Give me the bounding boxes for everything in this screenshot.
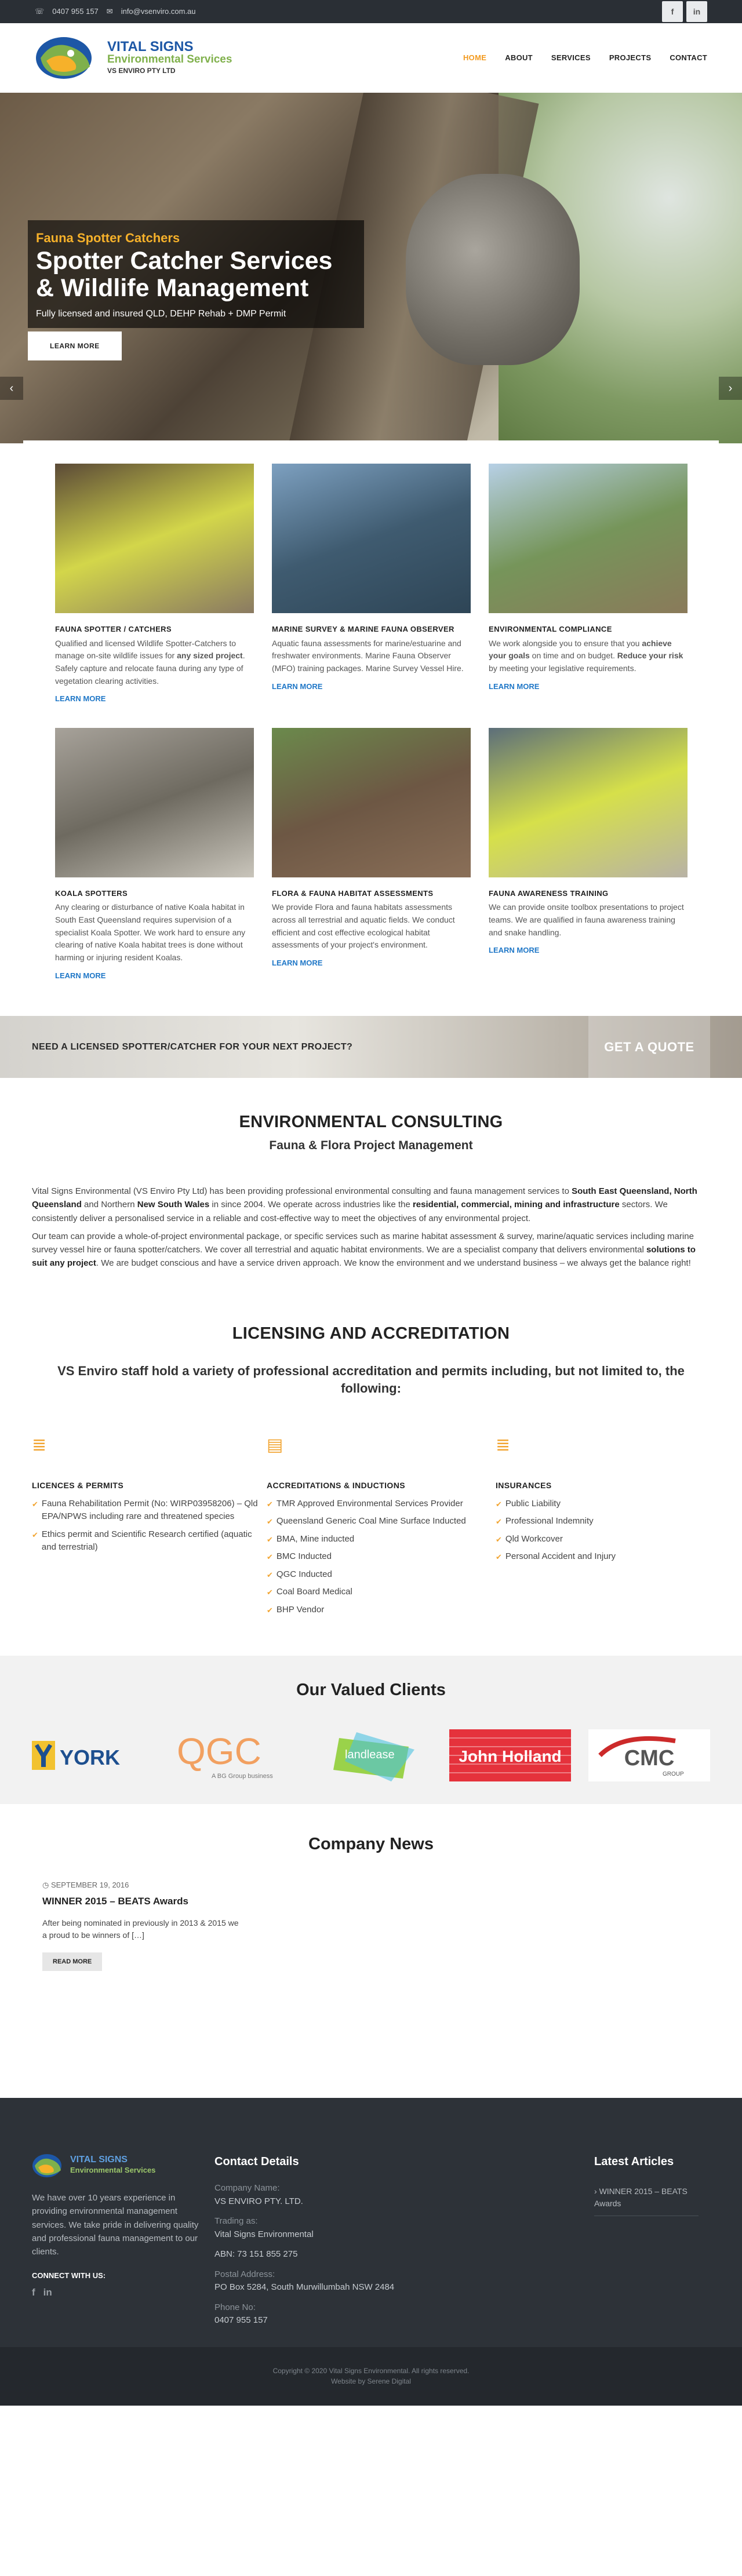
hero-title-line-1: Spotter Catcher Services <box>36 247 333 275</box>
company-label: Company Name: <box>214 2183 280 2194</box>
document-icon: ≣ <box>496 1435 511 1455</box>
top-bar <box>0 0 742 23</box>
service-learn-more-link[interactable]: LEARN MORE <box>55 971 106 980</box>
clients-section <box>0 1656 742 1804</box>
postal-label: Postal Address: <box>214 2269 275 2279</box>
service-card <box>489 464 688 705</box>
service-title[interactable]: FAUNA SPOTTER / CATCHERS <box>55 625 172 633</box>
company-name: VS ENVIRO PTY. LTD. <box>214 2196 303 2206</box>
logo-line-1: VITAL SIGNS <box>107 38 194 54</box>
id-card-icon: ▤ <box>267 1435 283 1455</box>
licensing-title: LICENSING AND ACCREDITATION <box>232 1324 510 1343</box>
licensing-item: ✔ Public Liability <box>496 1497 704 1511</box>
phone-icon: ☏ <box>35 7 45 16</box>
logo-line-2: Environmental Services <box>107 53 232 65</box>
service-description: We can provide onsite toolbox presentations to project teams. We are qualified in fauna awareness training and snake handling. <box>489 902 684 937</box>
consulting-subtitle: Fauna & Flora Project Management <box>269 1138 473 1152</box>
hero-title-line-2: & Wildlife Management <box>36 274 309 303</box>
hero-koala-image <box>406 174 580 365</box>
nav-about[interactable]: ABOUT <box>505 53 533 63</box>
consulting-section <box>0 1078 742 1270</box>
licensing-column <box>32 1432 267 1622</box>
licensing-section <box>0 1275 742 1656</box>
main-nav <box>463 52 707 64</box>
licensing-column <box>496 1432 704 1622</box>
svg-text:landlease: landlease <box>345 1748 395 1761</box>
article-link-text: WINNER 2015 – BEATS Awards <box>594 2187 688 2209</box>
licensing-column-title: ACCREDITATIONS & INDUCTIONS <box>267 1480 405 1490</box>
slider-prev-icon[interactable]: ‹ <box>0 377 23 400</box>
service-title[interactable]: KOALA SPOTTERS <box>55 888 128 898</box>
service-image[interactable] <box>272 728 471 877</box>
service-title[interactable]: FLORA & FAUNA HABITAT ASSESSMENTS <box>272 888 434 898</box>
service-card <box>55 464 254 705</box>
logo-mark-icon <box>35 35 101 81</box>
service-image[interactable] <box>55 728 254 877</box>
svg-text:QGC: QGC <box>177 1730 261 1772</box>
consulting-paragraph-1: Vital Signs Environmental (VS Enviro Pty Ltd) has been providing professional environmental consulting and fauna management services to South East Queensland, North Queensland and Northern New South Wales in since 2004. We operate across industries like the residential, commercial, mining and infrastructure sectors. We consistently deliver a personalised service in a reliable and cost-effective way to meet the objectives of any environmental project. <box>32 1186 697 1223</box>
licensing-item: ✔ Personal Accident and Injury <box>496 1550 704 1564</box>
trading-name: Vital Signs Environmental <box>214 2229 314 2239</box>
nav-contact[interactable]: CONTACT <box>670 53 707 63</box>
website-credit[interactable]: Website by Serene Digital <box>331 2377 411 2386</box>
news-excerpt: After being nominated in previously in 2013 & 2015 we a proud to be winners of […] <box>42 1918 239 1940</box>
service-card <box>272 728 471 981</box>
copyright-bar <box>0 2347 742 2406</box>
hero-tagline: Fully licensed and insured QLD, DEHP Rehab + DMP Permit <box>36 308 286 319</box>
trading-label: Trading as: <box>214 2216 258 2227</box>
qgc-logo[interactable] <box>171 1726 293 1784</box>
news-headline[interactable]: WINNER 2015 – BEATS Awards <box>42 1896 188 1907</box>
licensing-item: ✔ QGC Inducted <box>267 1568 496 1582</box>
licensing-item: ✔ Professional Indemnity <box>496 1515 704 1528</box>
svg-text:GROUP: GROUP <box>663 1770 684 1777</box>
service-description: Any clearing or disturbance of native Koala habitat in South East Queensland requires supervision of a specialist Koala Spotter. We work hard to ensure any clearing of native Koala habitat trees is done without harming or injuring resident Koalas. <box>55 902 246 962</box>
service-image[interactable] <box>272 464 471 613</box>
nav-projects[interactable]: PROJECTS <box>609 53 652 63</box>
service-image[interactable] <box>55 464 254 613</box>
footer-facebook-icon[interactable]: f <box>32 2286 35 2298</box>
licensing-item: ✔ BHP Vendor <box>267 1604 496 1617</box>
get-quote-button[interactable]: GET A QUOTE <box>588 1016 710 1078</box>
service-learn-more-link[interactable]: LEARN MORE <box>272 682 323 691</box>
licensing-item: ✔ Qld Workcover <box>496 1533 704 1546</box>
service-description: Aquatic fauna assessments for marine/estuarine and freshwater environments. Marine Fauna Observer (MFO) training packages. Marine Survey Vessel Hire. <box>272 638 464 673</box>
york-logo[interactable] <box>32 1726 154 1784</box>
service-title[interactable]: FAUNA AWARENESS TRAINING <box>489 888 609 898</box>
news-date <box>42 1879 239 1891</box>
clients-title: Our Valued Clients <box>296 1681 446 1700</box>
news-title: Company News <box>308 1835 434 1854</box>
service-learn-more-link[interactable]: LEARN MORE <box>272 959 323 967</box>
licensing-item: ✔ BMC Inducted <box>267 1550 496 1564</box>
nav-home[interactable]: HOME <box>463 53 487 63</box>
licensing-column-title: INSURANCES <box>496 1480 552 1490</box>
service-image[interactable] <box>489 728 688 877</box>
service-card <box>272 464 471 705</box>
postal-address: PO Box 5284, South Murwillumbah NSW 2484 <box>214 2282 395 2293</box>
lendlease-logo[interactable] <box>310 1726 432 1784</box>
consulting-title: ENVIRONMENTAL CONSULTING <box>239 1113 503 1132</box>
footer-phone[interactable]: 0407 955 157 <box>214 2315 268 2326</box>
copyright-text: Copyright © 2020 Vital Signs Environmental. All rights reserved. <box>272 2367 470 2375</box>
licensing-subtitle: VS Enviro staff hold a variety of professional accreditation and permits including, but not limited to, the following: <box>57 1364 685 1396</box>
licensing-column-title: LICENCES & PERMITS <box>32 1480 124 1490</box>
cmc-group-logo[interactable] <box>588 1726 710 1784</box>
footer-logo-line-2: Environmental Services <box>70 2166 156 2175</box>
connect-label: CONNECT WITH US: <box>32 2271 106 2280</box>
john-holland-logo[interactable] <box>449 1726 571 1784</box>
footer-linkedin-icon[interactable]: in <box>43 2286 52 2298</box>
hero-subtitle: Fauna Spotter Catchers <box>36 231 180 245</box>
licensing-item: ✔ BMA, Mine inducted <box>267 1533 496 1546</box>
service-card <box>55 728 254 981</box>
hero-caption <box>28 220 364 360</box>
email-icon: ✉ <box>106 7 113 16</box>
slider-next-icon[interactable]: › <box>719 377 742 400</box>
abn: ABN: 73 151 855 275 <box>214 2249 298 2260</box>
article-link[interactable]: › WINNER 2015 – BEATS Awards <box>594 2182 699 2216</box>
svg-text:CMC: CMC <box>624 1746 675 1770</box>
service-learn-more-link[interactable]: LEARN MORE <box>489 682 540 691</box>
latest-articles-title: Latest Articles <box>594 2155 674 2169</box>
svg-text:YORK: YORK <box>60 1745 121 1769</box>
quote-banner <box>0 1016 742 1078</box>
licensing-item: ✔ Queensland Generic Coal Mine Surface Inducted <box>267 1515 496 1528</box>
service-title[interactable]: ENVIRONMENTAL COMPLIANCE <box>489 625 612 633</box>
linkedin-icon[interactable]: in <box>686 1 707 22</box>
site-footer <box>0 2098 742 2347</box>
news-item <box>42 1879 239 1972</box>
news-date-text: SEPTEMBER 19, 2016 <box>50 1880 129 1889</box>
service-description: Qualified and licensed Wildlife Spotter-Catchers to manage on-site wildlife issues for any sized project. Safely capture and relocate fauna during any type of vegetation clearing activities. <box>55 638 245 686</box>
service-description: We work alongside you to ensure that you achieve your goals on time and on budget. Reduce your risk by meeting your legislative requirements. <box>489 638 683 673</box>
logo-line-3: VS ENVIRO PTY LTD <box>107 67 176 75</box>
clock-icon: ◷ <box>42 1880 51 1889</box>
service-learn-more-link[interactable]: LEARN MORE <box>489 946 540 955</box>
service-title[interactable]: MARINE SURVEY & MARINE FAUNA OBSERVER <box>272 625 454 633</box>
nav-services[interactable]: SERVICES <box>551 53 591 63</box>
facebook-icon[interactable]: f <box>662 1 683 22</box>
licensing-item: ✔ TMR Approved Environmental Services Provider <box>267 1497 496 1511</box>
licensing-item: ✔ Ethics permit and Scientific Research certified (aquatic and terrestrial) <box>32 1528 267 1554</box>
top-email[interactable]: info@vsenviro.com.au <box>121 7 196 16</box>
licensing-item: ✔ Coal Board Medical <box>267 1586 496 1599</box>
news-section <box>0 1804 742 2098</box>
read-more-button[interactable]: READ MORE <box>42 1952 102 1972</box>
consulting-paragraph-2: Our team can provide a whole-of-project environmental package, or specific services such as marine habitat assessment & survey, marine/aquatic services including marine survey vessel hire or fauna spotter/catchers. We cover all terrestrial and aquatic habitat environments. We are a specialist company that delivers environmental solutions to suit any project. We are budget conscious and have a service driven approach. We know the environment and we understand business – we always get the balance right! <box>32 1231 696 1269</box>
service-description: We provide Flora and fauna habitats assessments across all terrestrial and aquatic fields. We conduct efficient and cost effective ecological habitat assessments of your project's environment. <box>272 902 455 950</box>
service-learn-more-link[interactable]: LEARN MORE <box>55 694 106 704</box>
phone-label: Phone No: <box>214 2302 256 2312</box>
service-image[interactable] <box>489 464 688 613</box>
quote-banner-text: NEED A LICENSED SPOTTER/CATCHER FOR YOUR NEXT PROJECT? <box>32 1041 353 1052</box>
site-logo[interactable] <box>35 35 232 81</box>
footer-logo[interactable] <box>32 2153 206 2178</box>
top-phone[interactable]: 0407 955 157 <box>52 7 99 16</box>
footer-logo-mark-icon <box>32 2153 67 2178</box>
hero-learn-more-button[interactable]: LEARN MORE <box>28 331 122 360</box>
svg-text:John Holland: John Holland <box>459 1747 562 1765</box>
contact-details-title: Contact Details <box>214 2155 299 2169</box>
footer-about: We have over 10 years experience in providing environmental management services. We take pride in delivering quality and professional fauna management to our clients. <box>32 2193 199 2257</box>
document-icon: ≣ <box>32 1435 47 1455</box>
svg-text:A BG Group business: A BG Group business <box>212 1772 273 1780</box>
services-section <box>23 440 719 1016</box>
hero-slider <box>0 93 742 443</box>
service-card <box>489 728 688 981</box>
licensing-item: ✔ Fauna Rehabilitation Permit (No: WIRP03958206) – Qld EPA/NPWS including rare and threatened species <box>32 1497 267 1524</box>
site-header <box>0 23 742 93</box>
footer-logo-line-1: VITAL SIGNS <box>70 2155 128 2165</box>
hero-title <box>36 247 354 303</box>
licensing-column <box>267 1432 496 1622</box>
